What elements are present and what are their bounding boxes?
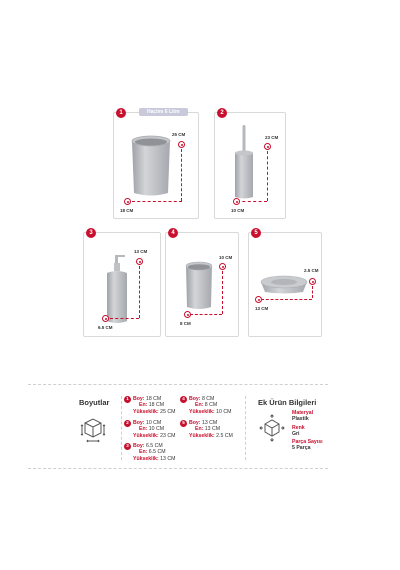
product-info-list xyxy=(292,410,323,452)
height-label: 10 CM xyxy=(219,255,233,260)
spec-number-badge: 1 xyxy=(124,396,131,403)
column-separator xyxy=(121,396,122,460)
item-number-badge: 1 xyxy=(116,108,126,118)
width-label: 10 CM xyxy=(231,208,245,213)
height-label: 13 CM xyxy=(134,249,148,254)
height-marker-icon xyxy=(178,141,185,148)
product-card-3 xyxy=(83,232,161,337)
width-dashed-line xyxy=(190,314,222,315)
spec-number-badge: 5 xyxy=(180,420,187,427)
height-dashed-line xyxy=(312,286,313,298)
height-label: 2.5 CM xyxy=(304,268,319,273)
dimensions-title: Boyutlar xyxy=(79,398,110,407)
product-card-5 xyxy=(248,232,322,337)
item-number-badge: 3 xyxy=(86,228,96,238)
volume-badge: Hacimı 6 Litre xyxy=(139,108,188,116)
color-value: Gri xyxy=(292,430,300,437)
height-dashed-line xyxy=(139,266,140,318)
section-divider-top xyxy=(28,384,328,385)
width-marker-icon xyxy=(255,296,262,303)
material-value: Plastik xyxy=(292,416,309,423)
width-dashed-line xyxy=(261,299,312,300)
spec-block-5: 5 Boy: 13 CM En: 13 CM Yükseklik: 2.5 CM xyxy=(189,420,233,439)
height-label: 25 CM xyxy=(172,132,186,137)
width-label: 6.5 CM xyxy=(98,325,113,330)
width-marker-icon xyxy=(233,198,240,205)
product-info-title: Ek Ürün Bilgileri xyxy=(258,398,317,407)
toilet-brush-image xyxy=(233,125,255,199)
item-number-badge: 2 xyxy=(217,108,227,118)
width-label: 8 CM xyxy=(180,321,191,326)
width-marker-icon xyxy=(102,315,109,322)
column-separator xyxy=(245,396,246,460)
spec-number-badge: 4 xyxy=(180,396,187,403)
toothbrush-cup-image xyxy=(184,261,214,311)
trash-bin-image xyxy=(130,135,172,197)
package-dimensions-icon xyxy=(258,414,286,442)
material-label: Materyal xyxy=(292,410,314,416)
height-marker-icon xyxy=(219,263,226,270)
product-card-4 xyxy=(165,232,239,337)
width-dashed-line xyxy=(237,201,267,202)
spec-number-badge: 2 xyxy=(124,420,131,427)
product-card-1 xyxy=(113,109,199,219)
spec-number-badge: 3 xyxy=(124,443,131,450)
spec-block-3: 3 Boy: 6.5 CM En: 6.5 CM Yükseklik: 13 CM xyxy=(133,443,175,462)
spec-block-4: 4 Boy: 8 CM En: 8 CM Yükseklik: 10 CM xyxy=(189,396,231,415)
height-marker-icon xyxy=(264,143,271,150)
width-label: 18 CM xyxy=(120,208,134,213)
height-dashed-line xyxy=(181,149,182,201)
width-marker-icon xyxy=(184,311,191,318)
spec-block-1: 1 Boy: 18 CM En: 18 CM Yükseklik: 25 CM xyxy=(133,396,175,415)
height-marker-icon xyxy=(309,278,316,285)
section-divider-bottom xyxy=(28,468,328,469)
pieces-value: 5 Parça xyxy=(292,445,311,452)
item-number-badge: 4 xyxy=(168,228,178,238)
height-dashed-line xyxy=(222,271,223,314)
height-dashed-line xyxy=(267,151,268,201)
width-marker-icon xyxy=(124,198,131,205)
item-number-badge: 5 xyxy=(251,228,261,238)
height-marker-icon xyxy=(136,258,143,265)
soap-dispenser-image xyxy=(103,251,131,325)
width-dashed-line xyxy=(132,201,182,202)
box-dimensions-icon xyxy=(79,414,107,444)
spec-block-2: 2 Boy: 10 CM En: 10 CM Yükseklik: 23 CM xyxy=(133,420,175,439)
soap-dish-image xyxy=(259,273,309,295)
width-dashed-line xyxy=(110,318,139,319)
height-label: 23 CM xyxy=(265,135,279,140)
product-card-2 xyxy=(214,112,286,219)
pieces-label: Parça Sayısı xyxy=(292,439,323,446)
width-label: 13 CM xyxy=(255,306,269,311)
color-label: Renk xyxy=(292,424,305,431)
